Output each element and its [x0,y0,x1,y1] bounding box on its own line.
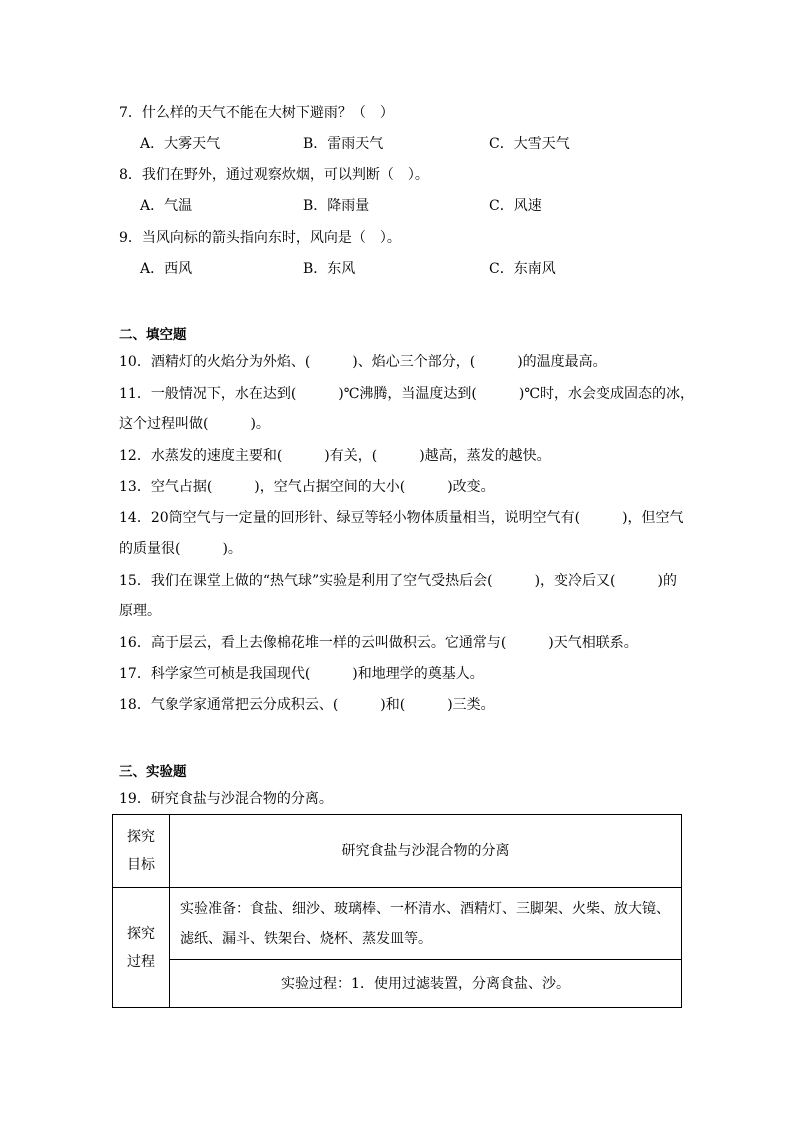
row-label-goal: 探究 目标 [113,815,170,888]
question-13: 13．空气占据( )，空气占据空间的大小( )改变。 [119,479,495,495]
preparation-value: 实验准备：食盐、细沙、玻璃棒、一杯清水、酒精灯、三脚架、火柴、放大镜、 滤纸、漏斗、铁架台、烧杯、蒸发皿等。 [170,888,682,960]
option-9c: C．东南风 [489,261,556,277]
question-14-cont: 的质量很( )。 [119,541,242,557]
section-title-fill-in: 二、填空题 [119,327,187,343]
question-11: 11．一般情况下，水在达到( )℃沸腾，当温度达到( )℃时，水会变成固态的冰， [119,386,694,402]
option-9b: B．东风 [303,261,356,277]
option-9a: A．西风 [140,261,193,277]
question-17: 17．科学家竺可桢是我国现代( )和地理学的奠基人。 [119,666,484,682]
process-value: 实验过程：1．使用过滤装置，分离食盐、沙。 [170,960,682,1008]
question-14: 14．20筒空气与一定量的回形针、绿豆等轻小物体质量相当，说明空气有( )，但空气 [119,510,684,526]
row-label-process: 探究 过程 [113,888,170,1008]
option-7a: A．大雾天气 [140,136,221,152]
question-8: 8．我们在野外，通过观察炊烟，可以判断（ ）。 [119,167,429,183]
option-8a: A．气温 [140,198,193,214]
question-16: 16．高于层云，看上去像棉花堆一样的云叫做积云。它通常与( )天气相联系。 [119,635,638,651]
option-8c: C．风速 [489,198,542,214]
section-title-experiment: 三、实验题 [119,764,187,780]
question-18: 18．气象学家通常把云分成积云、( )和( )三类。 [119,697,495,713]
question-9: 9．当风向标的箭头指向东时，风向是（ ）。 [119,230,401,246]
question-11-cont: 这个过程叫做( )。 [119,416,270,432]
experiment-table [112,814,682,1008]
goal-value: 研究食盐与沙混合物的分离 [170,815,682,888]
option-7c: C．大雪天气 [489,136,570,152]
option-8b: B．降雨量 [303,198,370,214]
question-15: 15．我们在课堂上做的“热气球”实验是利用了空气受热后会( )，变冷后又( )的 [119,573,677,589]
option-7b: B．雷雨天气 [303,136,384,152]
question-10: 10．酒精灯的火焰分为外焰、( )、焰心三个部分，( )的温度最高。 [119,354,607,370]
question-7: 7．什么样的天气不能在大树下避雨？（ ） [119,105,394,121]
question-15-cont: 原理。 [119,603,161,619]
question-12: 12．水蒸发的速度主要和( )有关，( )越高，蒸发的越快。 [119,448,551,464]
question-19: 19．研究食盐与沙混合物的分离。 [119,791,333,807]
